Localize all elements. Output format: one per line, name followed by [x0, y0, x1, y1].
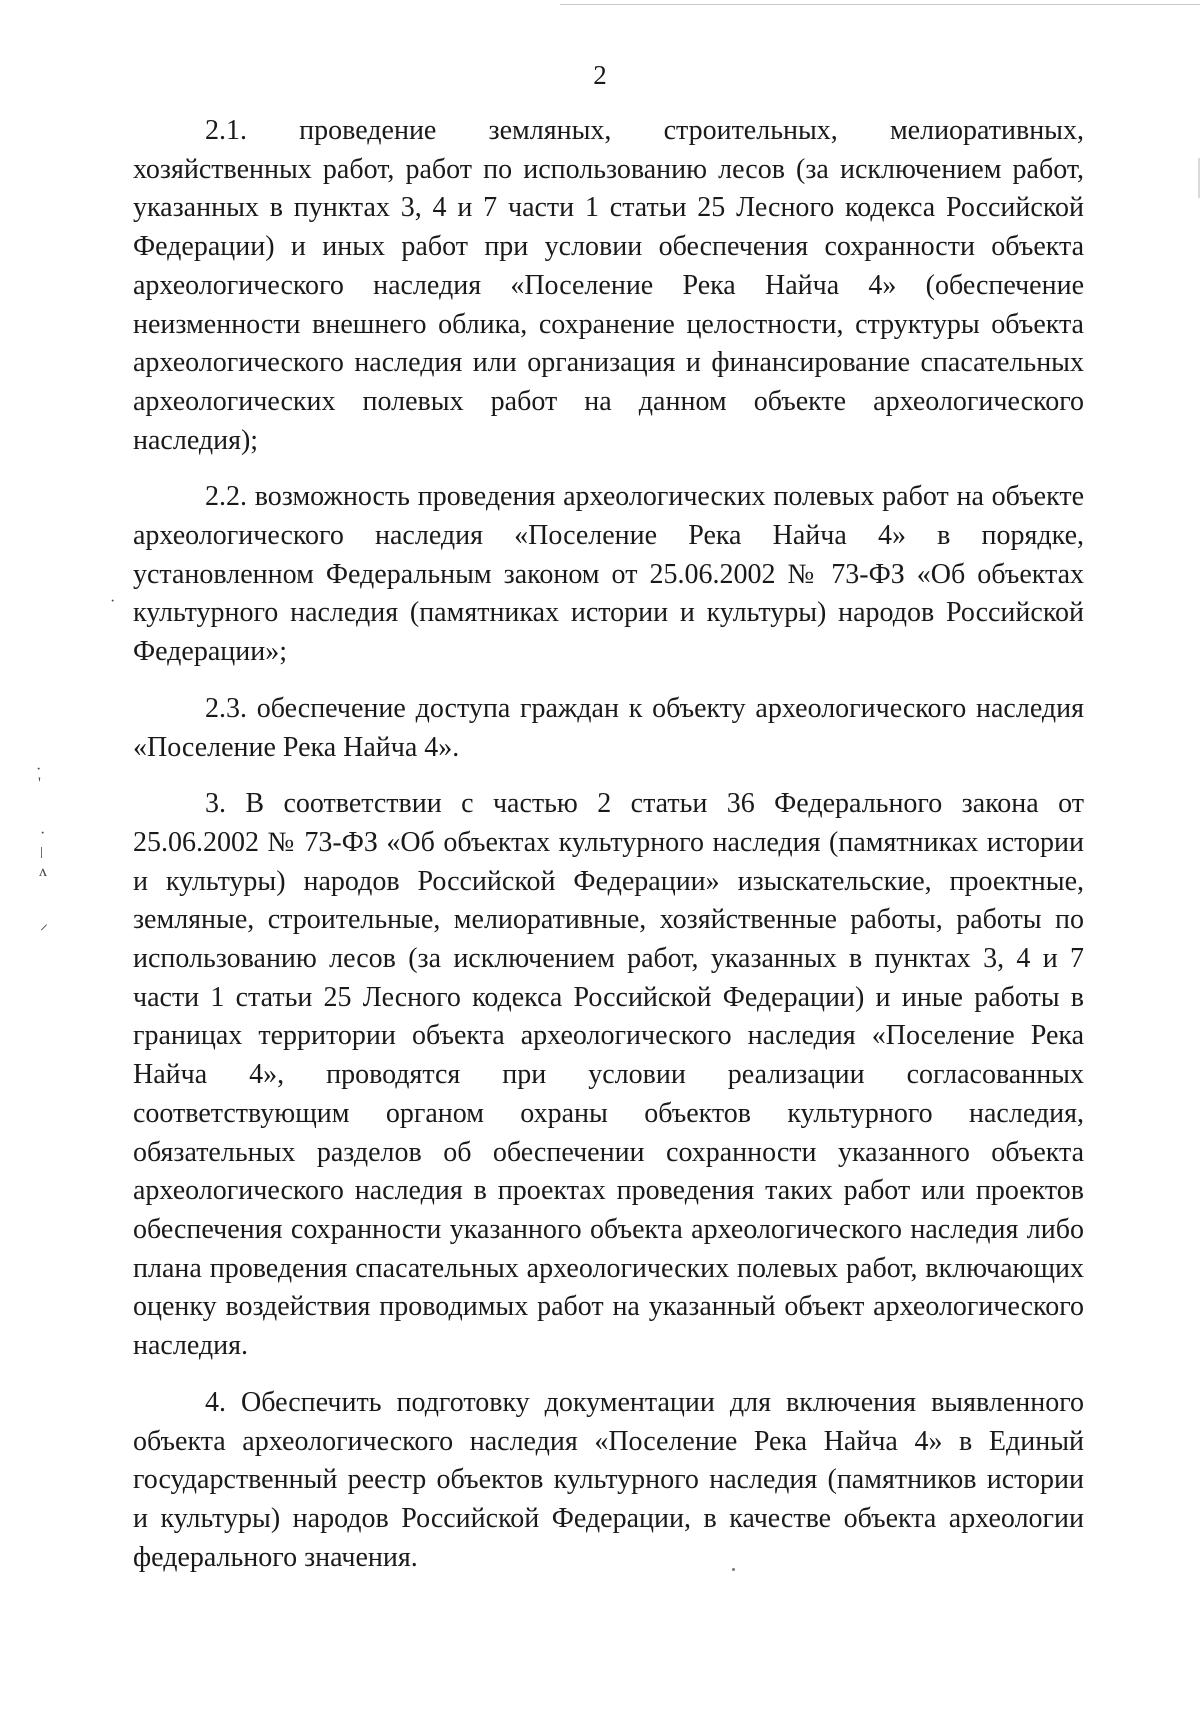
paragraph-3: 3. В соответствии с частью 2 статьи 36 Федерального закона от 25.06.2002 № 73-ФЗ «Об объектах культурного наследия (памятниках истории и культуры) народов Российской Федерации» изыскательские, проектные, земляные, строительные, мелиоративные, хозяйственные работы, работы по использованию лесов (за исключением работ, указанных в пунктах 3, 4 и 7 части 1 статьи 25 Лесного кодекса Российской Федерации) и иные работы в границах территории объекта археологического наследия «Поселение Река Найча 4», проводятся при условии реализации согласованных соответствующим органом охраны объектов культурного наследия, обязательных разделов об обеспечении сохранности указанного объекта археологического наследия в проектах проведения таких работ или проектов обеспечения сохранности указанного объекта археологического наследия либо плана проведения спасательных археологических полевых работ, включающих оценку воздействия проводимых работ на указанный объект археологического наследия. — [133, 788, 1084, 1362]
scan-speck: ʌ — [39, 863, 47, 880]
scan-speck: ' — [38, 775, 41, 792]
scan-speck: ǀ — [40, 845, 44, 862]
scan-dot — [732, 1568, 735, 1571]
paragraph-2-2: 2.2. возможность проведения археологических полевых работ на объекте археологического наследия «Поселение Река Найча 4» в порядке, установленном Федеральным законом от 25.06.2002 № 73-ФЗ «Об объектах культурного наследия (памятниках истории и культуры) народов Российской Федерации»; — [133, 481, 1084, 668]
scan-speck: · — [36, 761, 42, 778]
paragraph-4: 4. Обеспечить подготовку документации для включения выявленного объекта археологического наследия «Поселение Река Найча 4» в Единый государственный реестр объектов культурного наследия (памятников истории и культуры) народов Российской Федерации, в качестве объекта археологии федерального значения. — [133, 1386, 1084, 1573]
scan-speck: ⸝ — [40, 916, 49, 933]
document-body — [133, 112, 1084, 1577]
scan-top-rule — [560, 4, 1200, 5]
scan-speck: · — [40, 825, 46, 842]
paragraph-2-3: 2.3. обеспечение доступа граждан к объекту археологического наследия «Поселение Река Найча 4». — [133, 692, 1084, 763]
paragraph-2-1: 2.1. проведение земляных, строительных, мелиоративных, хозяйственных работ, работ по использованию лесов (за исключением работ, указанных в пунктах 3, 4 и 7 части 1 статьи 25 Лесного кодекса Российской Федерации) и иных работ при условии обеспечения сохранности объекта археологического наследия «Поселение Река Найча 4» (обеспечение неизменности внешнего облика, сохранение целостности, структуры объекта археологического наследия или организация и финансирование спасательных археологических полевых работ на данном объекте археологического наследия); — [133, 115, 1084, 456]
page-number: 2 — [593, 60, 607, 90]
scan-speck: · — [110, 593, 116, 610]
